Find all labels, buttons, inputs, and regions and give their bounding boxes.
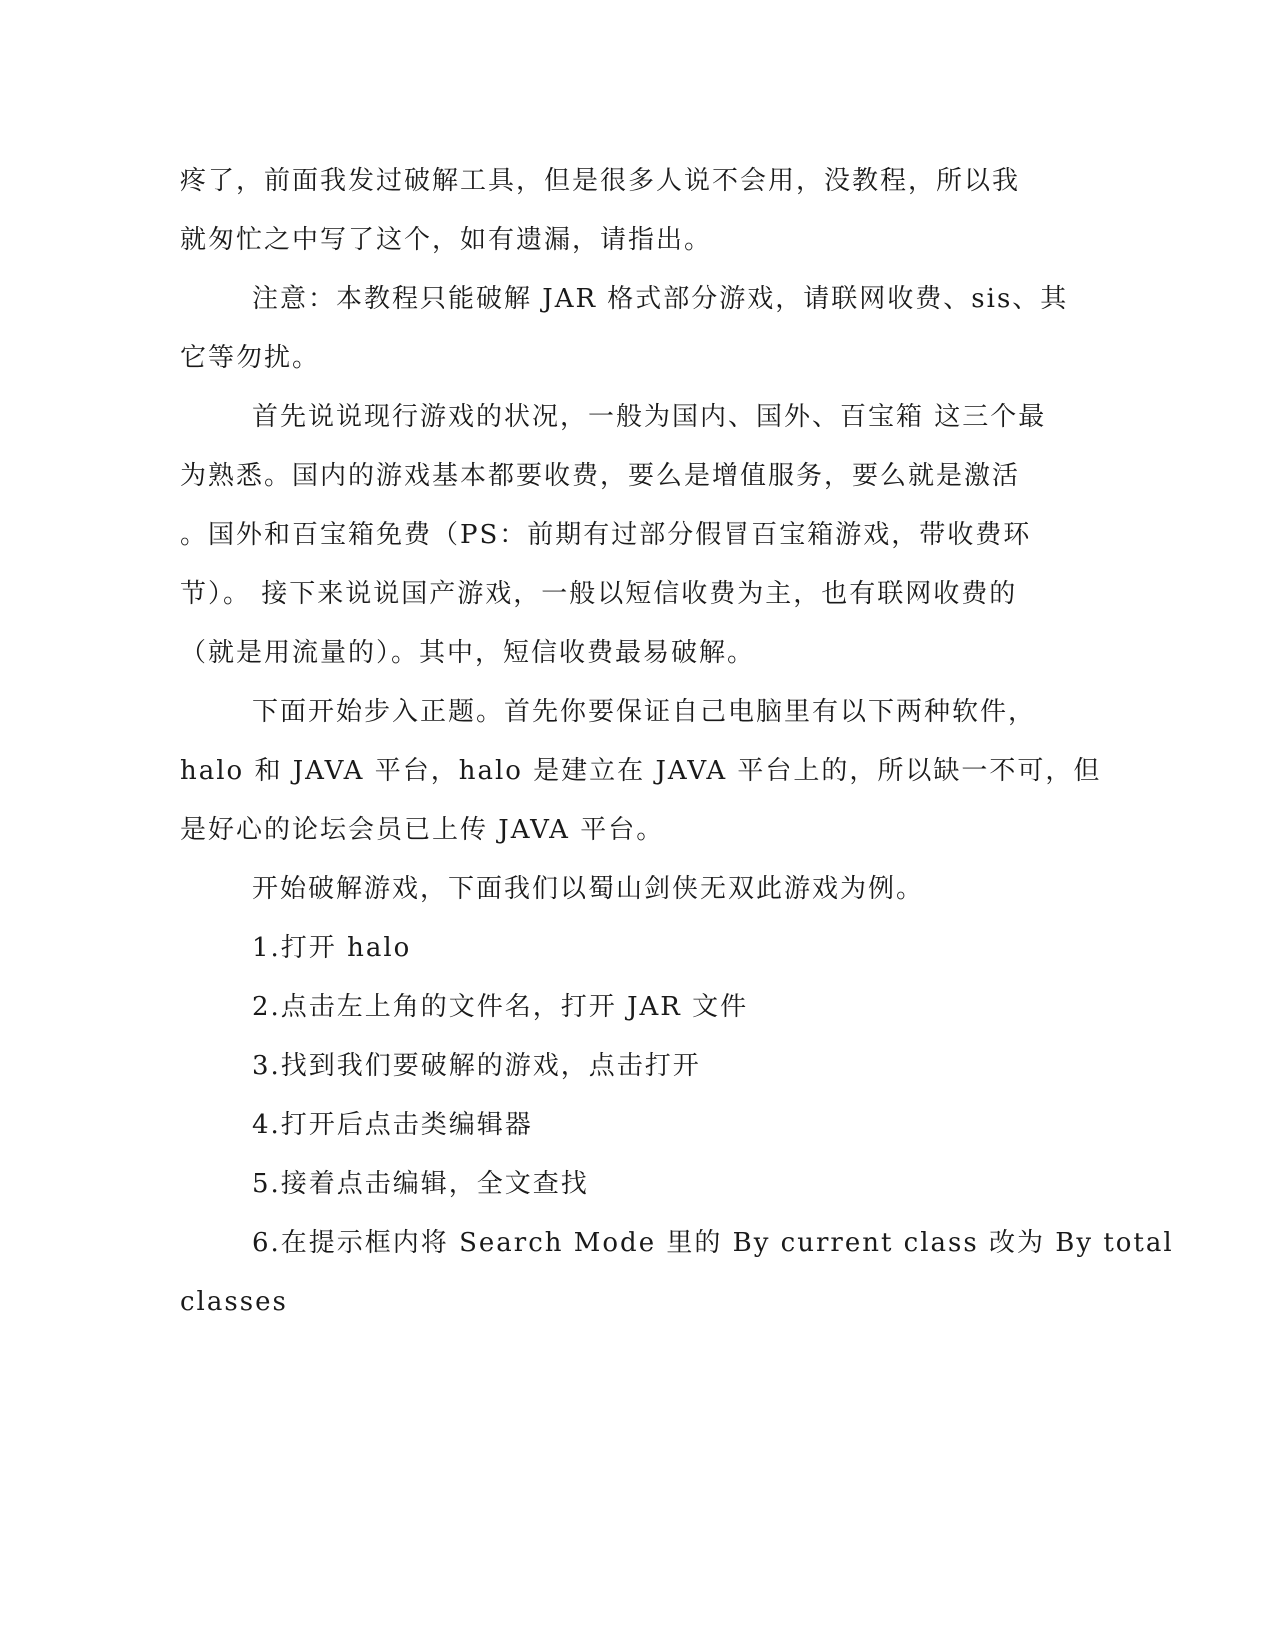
list-item: 4.打开后点击类编辑器 [252,1110,533,1140]
list-item: 2.点击左上角的文件名，打开 JAR 文件 [252,992,749,1022]
list-item-continuation: classes [180,1287,288,1317]
text-line: 节）。 接下来说说国产游戏，一般以短信收费为主，也有联网收费的 [180,579,1018,609]
text-line: 下面开始步入正题。首先你要保证自己电脑里有以下两种软件， [252,697,1037,727]
text-line: 它等勿扰。 [180,343,321,373]
list-item: 3.找到我们要破解的游戏，点击打开 [252,1051,701,1081]
text-line: 首先说说现行游戏的状况，一般为国内、国外、百宝箱 这三个最 [252,402,1047,432]
text-line: 为熟悉。国内的游戏基本都要收费，要么是增值服务，要么就是激活 [180,461,1021,491]
text-line: 是好心的论坛会员已上传 JAVA 平台。 [180,815,665,845]
text-line: 注意：本教程只能破解 JAR 格式部分游戏，请联网收费、sis、其 [252,284,1069,314]
text-line: 开始破解游戏，下面我们以蜀山剑侠无双此游戏为例。 [252,874,925,904]
text-line: （就是用流量的）。其中，短信收费最易破解。 [180,638,756,668]
text-line: 。国外和百宝箱免费（PS：前期有过部分假冒百宝箱游戏，带收费环 [180,520,1032,550]
list-item: 5.接着点击编辑，全文查找 [252,1169,589,1199]
text-line: 疼了，前面我发过破解工具，但是很多人说不会用，没教程，所以我 [180,166,1021,196]
text-line: 就匆忙之中写了这个，如有遗漏，请指出。 [180,225,713,255]
text-line: halo 和 JAVA 平台，halo 是建立在 JAVA 平台上的，所以缺一不可，但 [180,756,1102,786]
list-item: 6.在提示框内将 Search Mode 里的 By current class 改为 By total [252,1228,1174,1258]
list-item: 1.打开 halo [252,933,412,963]
